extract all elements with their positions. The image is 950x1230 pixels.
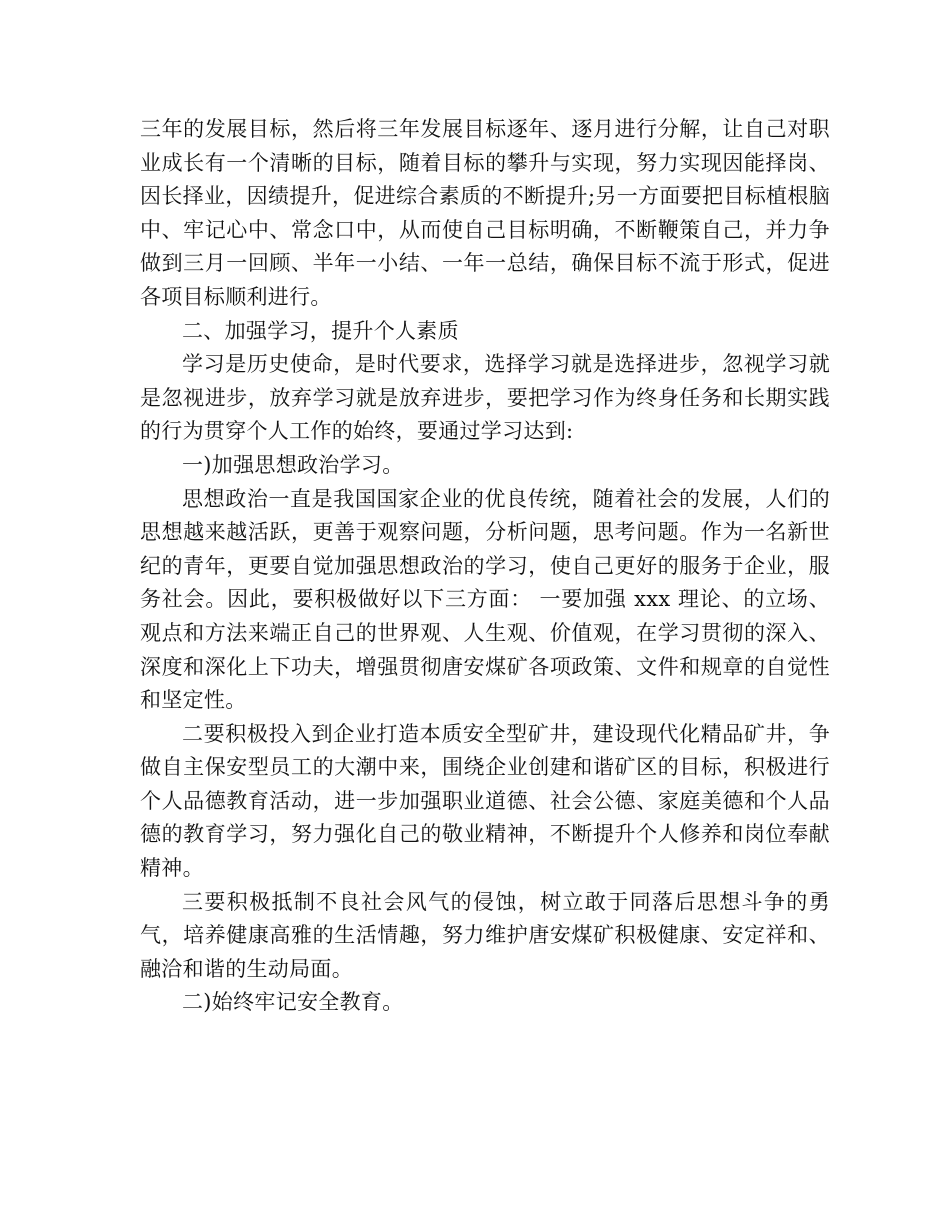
paragraph-safety-mine: 二要积极投入到企业打造本质安全型矿井，建设现代化精品矿井，争做自主保安型员工的大潮中来，围绕企业创建和谐矿区的目标，积极进行个人品德教育活动，进一步加强职业道德、社会公德、家庭美德和个人品德的教育学习，努力强化自己的敬业精神，不断提升个人修养和岗位奉献精神。: [140, 721, 830, 881]
paragraph-political-study: 思想政治一直是我国国家企业的优良传统，随着社会的发展，人们的思想越来越活跃，更善于观察问题，分析问题，思考问题。作为一名新世纪的青年，更要自觉加强思想政治的学习，使自己更好的服务于企业，服务社会。因此，要积极做好以下三方面： 一要加强 xxx 理论、的立场、观点和方法来端正自己的世界观、人生观、价值观，在学习贯彻的深入、深度和深化上下功夫，增强贯彻唐安煤矿各项政策、文件和规章的自觉性和坚定性。: [140, 486, 830, 713]
subheading-political-study: 一)加强思想政治学习。: [182, 452, 404, 477]
paragraph-goal-continuation: 三年的发展目标，然后将三年发展目标逐年、逐月进行分解，让自己对职业成长有一个清晰的目标，随着目标的攀升与实现，努力实现因能择岗、因长择业，因绩提升，促进综合素质的不断提升;另一方面要把目标植根脑中、牢记心中、常念口中，从而使自己目标明确，不断鞭策自己，并力争做到三月一回顾、半年一小结、一年一总结，确保目标不流于形式，促进各项目标顺利进行。: [140, 117, 830, 309]
subheading-safety-education: 二)始终牢记安全教育。: [182, 990, 404, 1015]
paragraph-resist-bad-habits: 三要积极抵制不良社会风气的侵蚀，树立敢于同落后思想斗争的勇气，培养健康高雅的生活情趣，努力维护唐安煤矿积极健康、安定祥和、融洽和谐的生动局面。: [140, 889, 830, 981]
paragraph-study-intro: 学习是历史使命，是时代要求，选择学习就是选择进步，忽视学习就是忽视进步，放弃学习就是放弃进步，要把学习作为终身任务和长期实践的行为贯穿个人工作的始终，要通过学习达到:: [140, 352, 830, 444]
document-body: [140, 113, 830, 1020]
section-heading-study: 二、加强学习，提升个人素质: [182, 318, 459, 343]
